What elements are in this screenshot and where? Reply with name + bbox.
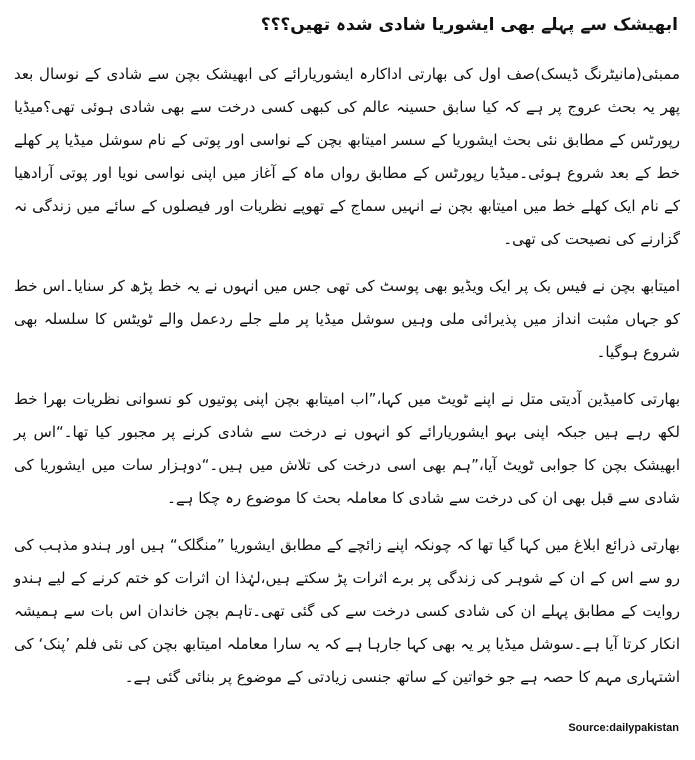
article-paragraph: بھارتی کامیڈین آدیتی متل نے اپنے ٹویٹ میں کہا،”اب امیتابھ بچن اپنی پوتیوں کو نسوانی نظریات بھرا خط لکھ رہے ہیں جبکہ اپنی بہو ایشوریارائے کو انہوں نے درخت سے شادی کرنے پر مجبور کیا تھا۔“اس پر ابھیشک بچن کا جوابی ٹویٹ آیا،”ہم بھی اسی درخت کی تلاش میں ہیں۔“دوہزار سات میں ایشوریا کی شادی سے قبل بھی ان کی درخت سے شادی کا معاملہ بحث کا موضوع رہ چکا ہے۔ [14, 390, 680, 507]
article-paragraph: امیتابھ بچن نے فیس بک پر ایک ویڈیو بھی پوسٹ کی تھی جس میں انہوں نے یہ خط پڑھ کر سنایا۔اس خط کو جہاں مثبت انداز میں پذیرائی ملی وہیں سوشل میڈیا پر ملے جلے ردعمل والے ٹویٹس کا سلسلہ بھی شروع ہوگیا۔ [14, 277, 680, 361]
article-paragraph: ممبئی(مانیٹرنگ ڈیسک)صف اول کی بھارتی اداکارہ ایشوریارائے کی ابھیشک بچن سے شادی کے نوسال بعد پھر یہ بحث عروج پر ہے کہ کیا سابق حسینہ عالم کی کبھی کسی درخت سے بھی شادی ہوئی تھی؟میڈیا رپورٹس کے مطابق نئی بحث ایشوریا کے سسر امیتابھ بچن کے نواسی اور پوتی کے نام سوشل میڈیا پر کھلے خط کے بعد شروع ہوئی۔میڈیا رپورٹس کے مطابق رواں ماہ کے آغاز میں اپنی نواسی نویا اور پوتی آرادھیا کے نام ایک کھلے خط میں امیتابھ بچن نے انہیں سماج کے تھوپے نظریات اور فیصلوں کے سائے میں زندگی نہ گزارنے کی نصیحت کی تھی۔ [14, 65, 680, 248]
source-credit: Source:dailypakistan [568, 722, 679, 734]
news-article [14, 10, 680, 708]
article-paragraph: بھارتی ذرائع ابلاغ میں کہا گیا تھا کہ چونکہ اپنے زائچے کے مطابق ایشوریا ”منگلک“ ہیں اور ہندو مذہب کی رو سے اس کے ان کے شوہر کی زندگی پر برے اثرات پڑ سکتے ہیں،لہٰذا ان اثرات کو ختم کرنے کے لیے ہندو روایت کے مطابق پہلے ان کی شادی کسی درخت سے کی گئی تھی۔تاہم بچن خاندان اس بات سے ہمیشہ انکار کرتا آیا ہے۔سوشل میڈیا پر یہ بھی کہا جارہا ہے کہ یہ سارا معاملہ امیتابھ بچن کی نئی فلم ’پنک‘ کی اشتہاری مہم کا حصہ ہے جو خواتین کے ساتھ جنسی زیادتی کے موضوع پر بنائی گئی ہے۔ [14, 536, 680, 686]
article-headline: ابھیشک سے پہلے بھی ایشوریا شادی شدہ تھیں؟؟؟ [260, 15, 678, 35]
